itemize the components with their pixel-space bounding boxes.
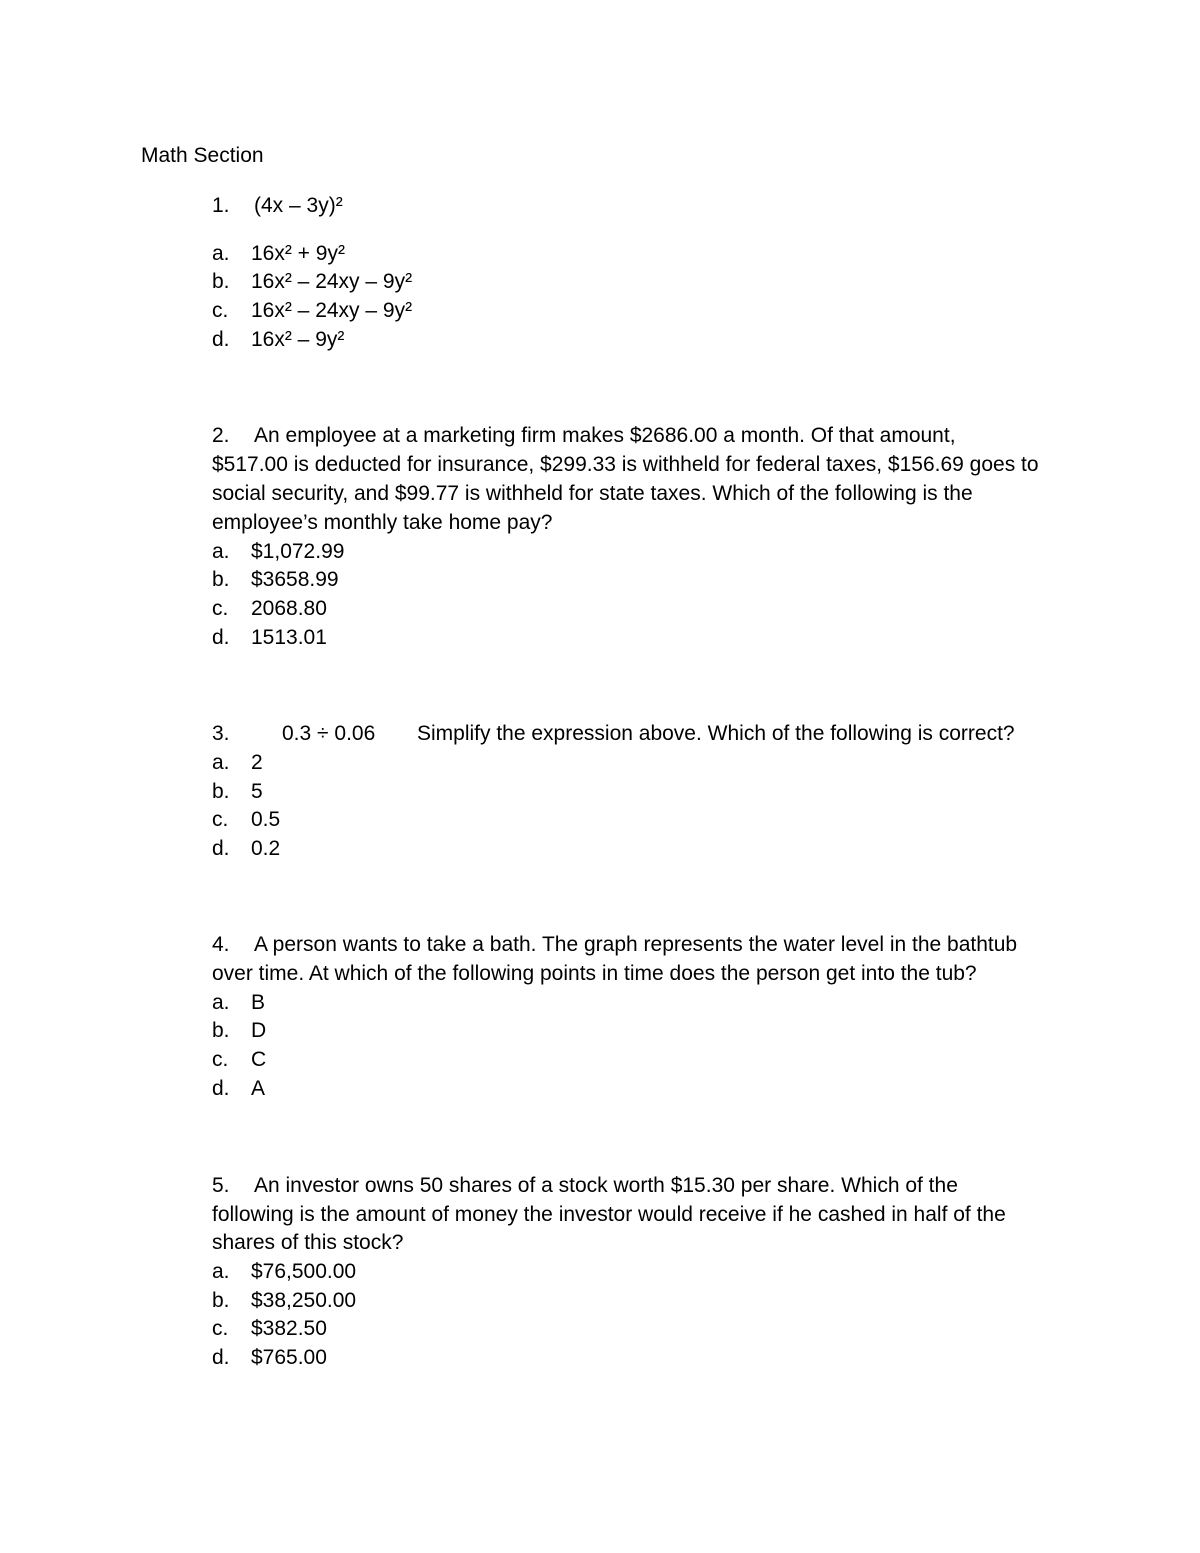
question-number: 5. [212, 1174, 230, 1197]
question-number: 2. [212, 424, 230, 447]
option-b [212, 268, 412, 296]
question-text: An investor owns 50 shares of a stock worth $15.30 per share. Which of the [254, 1174, 958, 1197]
option-label: c. [212, 1048, 229, 1071]
option-b [212, 778, 263, 806]
option-label: c. [212, 597, 229, 620]
option-d [212, 1075, 265, 1103]
option-label: a. [212, 991, 230, 1014]
page-title: Math Section [141, 144, 264, 167]
option-label: c. [212, 1317, 229, 1340]
question-2-line-1 [212, 422, 956, 450]
option-label: d. [212, 1346, 230, 1369]
option-label: d. [212, 626, 230, 649]
option-text: $3658.99 [251, 568, 339, 591]
question-4-line-1 [212, 931, 1017, 959]
question-number: 1. [212, 194, 230, 217]
question-3-stem [212, 720, 1015, 748]
option-b [212, 1017, 266, 1045]
question-2-line-3: social security, and $99.77 is withheld for state taxes. Which of the following is the [212, 482, 973, 505]
question-number: 4. [212, 933, 230, 956]
option-b [212, 1287, 356, 1315]
question-5-line-3: shares of this stock? [212, 1231, 404, 1254]
option-a [212, 1258, 356, 1286]
option-label: c. [212, 299, 229, 322]
option-d [212, 326, 344, 354]
option-text: $76,500.00 [251, 1260, 357, 1283]
option-text: C [251, 1048, 267, 1071]
option-text: 5 [251, 780, 263, 803]
option-label: b. [212, 1289, 230, 1312]
option-c [212, 1315, 327, 1343]
option-b [212, 566, 339, 594]
option-text: 0.2 [251, 837, 281, 860]
option-label: c. [212, 808, 229, 831]
option-d [212, 1344, 327, 1372]
option-c [212, 806, 280, 834]
option-text: $382.50 [251, 1317, 327, 1340]
option-a [212, 240, 345, 268]
option-label: b. [212, 1019, 230, 1042]
option-text: 16x² + 9y² [251, 242, 345, 265]
option-label: d. [212, 837, 230, 860]
option-text: 2 [251, 751, 263, 774]
option-d [212, 624, 327, 652]
question-2-line-2: $517.00 is deducted for insurance, $299.33 is withheld for federal taxes, $156.69 goes to [212, 453, 1039, 476]
option-d [212, 835, 280, 863]
question-text: An employee at a marketing firm makes $2686.00 a month. Of that amount, [254, 424, 956, 447]
option-a [212, 538, 344, 566]
option-label: a. [212, 540, 230, 563]
option-label: a. [212, 242, 230, 265]
question-1-stem [212, 192, 343, 220]
question-text: (4x – 3y)² [254, 194, 343, 217]
option-text: 1513.01 [251, 626, 327, 649]
option-c [212, 595, 327, 623]
question-2-line-4: employee’s monthly take home pay? [212, 511, 553, 534]
option-a [212, 989, 265, 1017]
option-c [212, 1046, 266, 1074]
question-5-line-1 [212, 1172, 958, 1200]
option-text: 16x² – 24xy – 9y² [251, 299, 413, 322]
question-5-line-2: following is the amount of money the investor would receive if he cashed in half of the [212, 1203, 1006, 1226]
option-label: a. [212, 1260, 230, 1283]
option-label: d. [212, 328, 230, 351]
option-label: d. [212, 1077, 230, 1100]
option-label: b. [212, 568, 230, 591]
question-expression: 0.3 ÷ 0.06 [282, 722, 376, 745]
question-text: A person wants to take a bath. The graph represents the water level in the bathtub [254, 933, 1018, 956]
option-text: 16x² – 24xy – 9y² [251, 270, 413, 293]
option-label: b. [212, 270, 230, 293]
option-text: 0.5 [251, 808, 281, 831]
option-text: $1,072.99 [251, 540, 345, 563]
option-label: b. [212, 780, 230, 803]
option-text: A [251, 1077, 266, 1100]
question-number: 3. [212, 722, 230, 745]
option-text: 2068.80 [251, 597, 327, 620]
option-a [212, 749, 263, 777]
option-label: a. [212, 751, 230, 774]
option-text: $765.00 [251, 1346, 327, 1369]
question-text: Simplify the expression above. Which of the following is correct? [417, 722, 1015, 745]
question-4-line-2: over time. At which of the following points in time does the person get into the tub? [212, 962, 977, 985]
option-text: $38,250.00 [251, 1289, 357, 1312]
option-text: 16x² – 9y² [251, 328, 345, 351]
option-text: D [251, 1019, 267, 1042]
option-c [212, 297, 412, 325]
option-text: B [251, 991, 266, 1014]
